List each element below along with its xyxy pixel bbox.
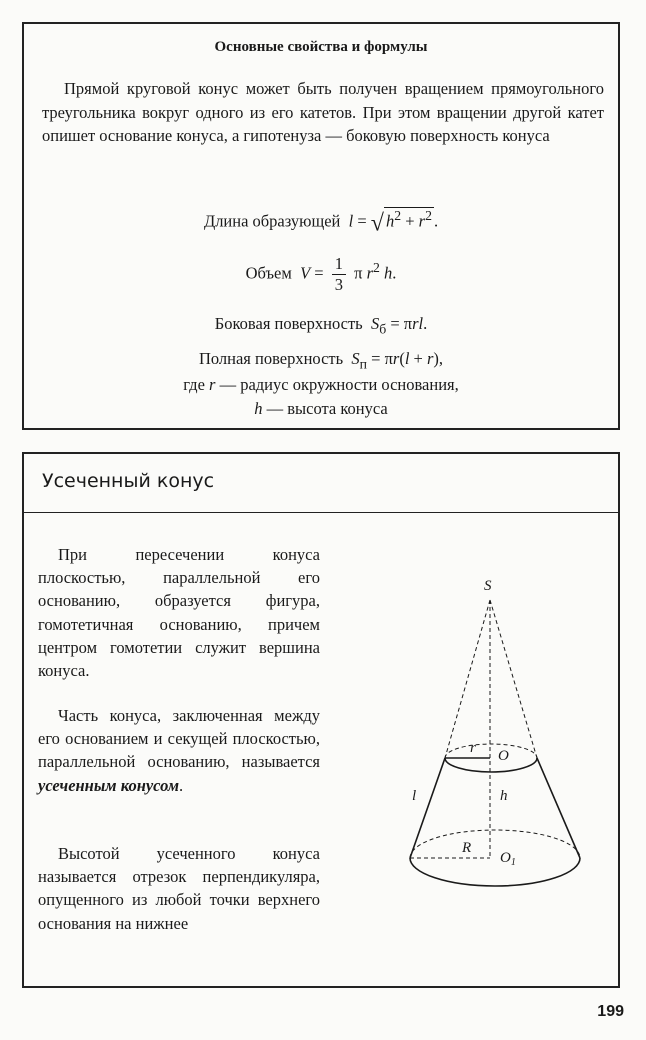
formula-lateral-label: Боковая поверхность <box>214 314 363 333</box>
formula-slant-label: Длина образующей <box>203 211 341 231</box>
page-number: 199 <box>597 1003 624 1020</box>
frustum-header <box>24 454 618 513</box>
frustum-title: Усеченный конус <box>42 470 215 492</box>
formula-volume-label: Объем <box>245 263 292 283</box>
label-slant: l <box>412 788 417 804</box>
label-height: h <box>500 788 508 804</box>
formula-lateral-surface: Боковая поверхность $S_б = \pi rl$. <box>214 314 428 337</box>
where-r-line: где r — радиус окружности основания, <box>183 375 459 394</box>
label-apex: S <box>484 578 492 594</box>
frustum-paragraph-3: Высотой усеченного конуса называется отрезок перпендикуляра, опущенного из любой точки верхнего основания на нижнее <box>38 844 320 933</box>
label-bottom-center: $O_1$ <box>500 850 516 868</box>
formulas-title: Основные свойства и формулы <box>214 39 428 55</box>
slant-left <box>410 758 445 858</box>
frustum-paragraph-2: Часть конуса, заключенная между его основанием и секущей плоскостью, параллельной основанию, называется усеченным конусом. <box>38 706 320 795</box>
formula-slant-length: Длина образующей l = √ $h^2 + r^2$ . <box>203 208 439 237</box>
where-h-line: h — высота конуса <box>254 399 388 418</box>
label-top-center: O <box>498 748 509 764</box>
formulas-box <box>22 22 620 430</box>
frustum-diagram <box>380 568 610 908</box>
bottom-ellipse-front <box>410 858 580 886</box>
formula-total-surface: Полная поверхность $S_п = \pi r(l + r)$, <box>198 349 444 372</box>
label-top-radius: r <box>470 740 476 756</box>
frustum-paragraph-1: При пересечении конуса плоскостью, параллельной его основанию, образуется фигура, гомотетичная основанию, причем центром гомотетии служит вершина конуса. <box>38 545 320 681</box>
top-ellipse-front <box>445 758 537 772</box>
slant-right <box>537 758 580 858</box>
formula-volume: Объем V = $\frac{1}{3}$ π $r^2$ h. <box>245 254 397 294</box>
cone-definition-paragraph: Прямой круговой конус может быть получен вращением прямоугольного треугольника вокруг одного из его катетов. При этом вращении другой катет опишет основание конуса, а гипотенуза — боковую поверхность конуса <box>42 79 604 145</box>
frustum-term: усеченным конусом <box>38 775 180 795</box>
apex-line-right <box>490 600 537 758</box>
top-ellipse-back <box>445 744 537 758</box>
bottom-ellipse-back <box>410 830 580 858</box>
label-bottom-radius: R <box>462 840 472 856</box>
apex-line-left <box>445 600 490 758</box>
formula-total-label: Полная поверхность <box>198 349 344 368</box>
